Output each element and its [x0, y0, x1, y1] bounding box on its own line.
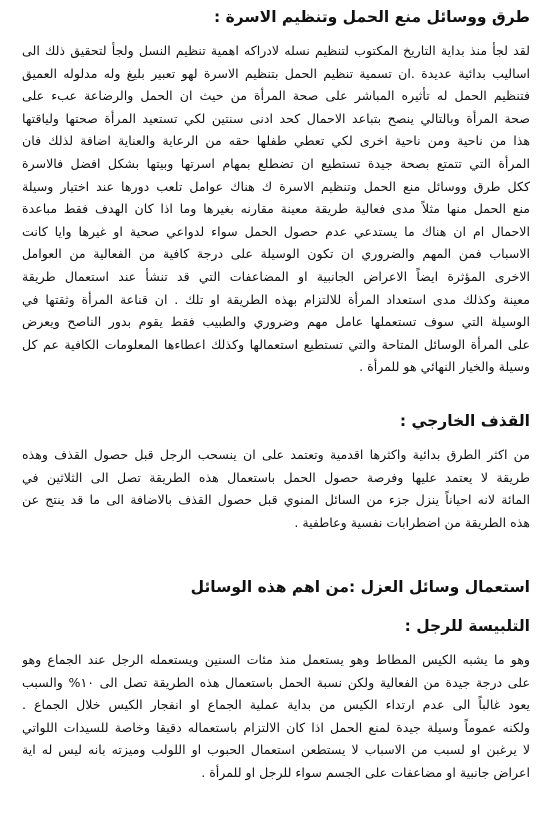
paragraph-line: فتنظيم الحمل له تأثيره المباشر على صحة المرأة من حيث ان الحمل والرضاعة عبء على: [22, 88, 530, 104]
paragraph-line: على درجة جيدة من الفعالية ولكن نسبة الحمل باستعمال هذه الطريقة تصل الى ١٠% والسبب: [22, 674, 530, 690]
paragraph-line: لا يرغبن او لسبب من الاسباب لا يستطعن استعمال الحبوب او اللولب وميزته بانه ليس له اية: [22, 742, 530, 758]
paragraph-line: معينة وكذلك مدى استعداد المرأة للالتزام بهذه الطريقة او تلك . ان قناعة المرأة وثقتها في: [22, 291, 530, 307]
paragraph-line: وهو ما يشبه الكيس المطاط وهو يستعمل منذ مئات السنين ويستعمله الرجل عند الجماع وهو: [22, 652, 530, 667]
paragraph-line: صحة المرأة وبالتالي ينصح بتباعد الاحمال كحد ادنى سنتين لكي تستعيد المرأة صحتها ولياقتها: [22, 110, 530, 126]
section-3-title: استعمال وسائل العزل :من اهم هذه الوسائل: [190, 578, 530, 596]
paragraph-line: اساليب بدائية عديدة .ان تسمية تنظيم الحمل بتنظيم الاسرة لهو تعبير بليغ وله مدلوله العميق: [22, 65, 530, 81]
paragraph-line: منع الحمل منها مثلاً مدى فعالية طريقة معينة مقارنه بغيرها وما اذا كان الهدف فقط مباعدة: [22, 201, 530, 217]
section-3-body: [22, 649, 530, 785]
paragraph-line: اعراض جانبية او مضاعفات على الجسم سواء للرجل او للمرأة .: [201, 764, 530, 780]
paragraph-line: ككل طرق ووسائل منع الحمل وتنظيم الاسرة ك هناك عوامل تلعب دورها عند اختيار وسيلة: [22, 178, 530, 194]
paragraph-line: يعود غالباً الى عدم ارتداء الكيس من بداية عملية الجماع او انفجار الكيس خلال الجماع .: [22, 697, 530, 713]
paragraph-line: لقد لجأ منذ بداية التاريخ المكتوب لتنظيم نسله لادراكه اهمية تنظيم النسل ولجأ لتحقيق ذلك الى: [22, 43, 530, 58]
paragraph-line: المرأة التي تتمتع بصحة جيدة تستطيع ان تضطلع بمهام اسرتها وبيتها بشكل افضل فالاسرة: [22, 155, 530, 171]
paragraph-line: هذه الطريقة من اضطرابات نفسية وعاطفية .: [294, 514, 530, 530]
section-1-title: طرق ووسائل منع الحمل وتنظيم الاسرة :: [214, 8, 530, 26]
paragraph-line: الوسيلة التي سوف تستعملها عامل مهم وضروري والطبيب فقط يقوم بدور الناصح ويعرض: [22, 314, 530, 330]
paragraph-line: الاخرى المؤثرة ايضاً الاعراض الجانبية او المضاعفات التي قد تنشأ عند استعمال طريقة: [22, 268, 530, 284]
paragraph-line: الاسباب فمن المهم والضروري ان تكون الوسيلة على درجة كافية من الفعالية من العوامل: [22, 246, 530, 262]
paragraph-line: من اكثر الطرق بدائية واكثرها اقدمية وتعتمد على ان ينسحب الرجل قبل حصول القذف وهذه: [22, 447, 530, 462]
paragraph-line: وسيلة والخيار النهائي هو للمرأة .: [359, 359, 530, 375]
paragraph-line: الاحمال ام ان هناك ما يستدعي عدم حصول الحمل سواء لدواعي صحية او غيرها وايا كانت: [22, 223, 530, 239]
paragraph-line: ولكنه عموماً وسيلة جيدة لمنع الحمل اذا كان الالتزام باستعماله دقيقا وخاصة للسيدات اللواتي: [22, 719, 530, 735]
paragraph-line: على المرأة الوسائل المتاحة والتي تستطيع استعمالها وكذلك اعطاءها المعلومات الكافية عم كل: [22, 336, 530, 352]
paragraph-line: المائة لانه احياناً ينزل جزء من السائل المنوي قبل حصول القذف بالاضافة الى ما قد ينتج عن: [22, 492, 530, 508]
section-1-body: [22, 40, 530, 379]
section-3-subtitle: التلبيسة للرجل :: [404, 617, 530, 635]
paragraph-line: هذا من ناحية ومن ناحية اخرى لكي تعطي طفلها حقه من الرعاية والعناية اضافة لذلك فان: [22, 133, 530, 149]
section-2-title: القذف الخارجي :: [399, 412, 530, 430]
paragraph-line: طريقة لا يعتمد عليها وفرصة حصول الحمل باستعمال هذه الطريقة تصل الى الثلاثين في: [22, 469, 530, 485]
section-2-body: [22, 444, 530, 534]
